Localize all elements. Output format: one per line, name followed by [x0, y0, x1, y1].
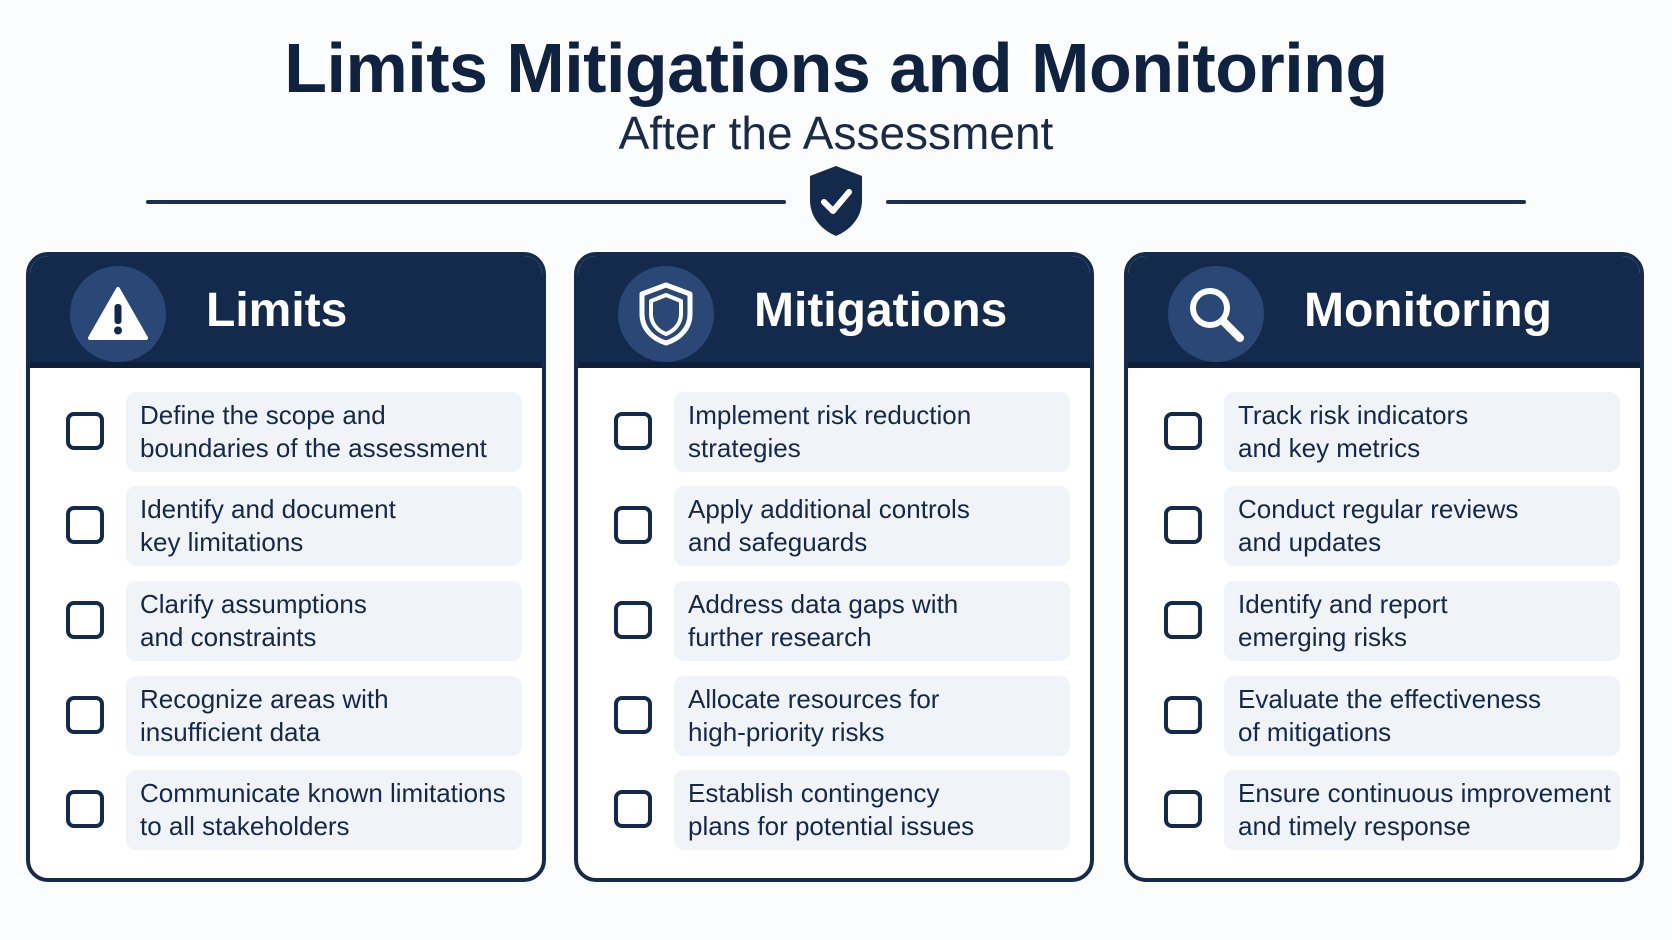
checkbox[interactable] — [1164, 506, 1202, 544]
list-item — [1128, 676, 1640, 758]
checkbox[interactable] — [1164, 412, 1202, 450]
limits-card — [26, 252, 546, 882]
shield-check-icon — [806, 164, 866, 238]
monitoring-card — [1124, 252, 1644, 882]
page-subtitle: After the Assessment — [618, 107, 1054, 159]
list-item-text: Apply additional controls and safeguards — [688, 494, 970, 557]
checkbox[interactable] — [1164, 790, 1202, 828]
checkbox[interactable] — [66, 506, 104, 544]
divider-line-left — [146, 200, 786, 204]
list-item — [30, 486, 542, 568]
list-item-text: Evaluate the effectiveness of mitigations — [1238, 684, 1542, 747]
list-item-text: Recognize areas with insufficient data — [140, 684, 389, 747]
checkbox[interactable] — [1164, 601, 1202, 639]
list-item — [578, 392, 1090, 474]
list-item-text: Define the scope and boundaries of the assessment — [140, 400, 487, 463]
list-item-text: Communicate known limitations to all stakeholders — [140, 778, 506, 841]
magnifier-icon — [1168, 266, 1264, 362]
checkbox[interactable] — [614, 506, 652, 544]
list-item — [578, 581, 1090, 663]
monitoring-card-header — [1128, 256, 1640, 368]
list-item — [30, 581, 542, 663]
list-item-text: Address data gaps with further research — [688, 589, 959, 652]
list-item — [1128, 581, 1640, 663]
checkbox[interactable] — [614, 412, 652, 450]
list-item — [578, 676, 1090, 758]
limits-card-header — [30, 256, 542, 368]
checkbox[interactable] — [1164, 696, 1202, 734]
list-item-text: Allocate resources for high-priority risks — [688, 684, 940, 747]
list-item — [1128, 770, 1640, 852]
checkbox[interactable] — [614, 601, 652, 639]
list-item — [1128, 486, 1640, 568]
list-item — [1128, 392, 1640, 474]
list-item-text: Ensure continuous improvement and timely response — [1238, 778, 1611, 841]
page-title: Limits Mitigations and Monitoring — [284, 29, 1388, 107]
list-item-text: Identify and document key limitations — [140, 494, 396, 557]
divider-line-right — [886, 200, 1526, 204]
checkbox[interactable] — [66, 696, 104, 734]
monitoring-card-title: Monitoring — [1304, 284, 1552, 337]
list-item-text: Conduct regular reviews and updates — [1238, 494, 1519, 557]
mitigations-card-title: Mitigations — [754, 284, 1008, 337]
checkbox[interactable] — [66, 412, 104, 450]
mitigations-card — [574, 252, 1094, 882]
list-item — [30, 770, 542, 852]
list-item-text: Clarify assumptions and constraints — [140, 589, 367, 652]
checkbox[interactable] — [614, 696, 652, 734]
mitigations-card-header — [578, 256, 1090, 368]
list-item — [578, 770, 1090, 852]
warning-icon — [70, 266, 166, 362]
list-item-text: Identify and report emerging risks — [1238, 589, 1448, 652]
list-item — [30, 676, 542, 758]
list-item-text: Establish contingency plans for potential issues — [688, 778, 975, 841]
list-item-text: Track risk indicators and key metrics — [1238, 400, 1469, 463]
checkbox[interactable] — [614, 790, 652, 828]
list-item — [578, 486, 1090, 568]
limits-card-title: Limits — [206, 284, 348, 337]
checkbox[interactable] — [66, 601, 104, 639]
shield-icon — [618, 266, 714, 362]
list-item — [30, 392, 542, 474]
list-item-text: Implement risk reduction strategies — [688, 400, 972, 463]
checkbox[interactable] — [66, 790, 104, 828]
